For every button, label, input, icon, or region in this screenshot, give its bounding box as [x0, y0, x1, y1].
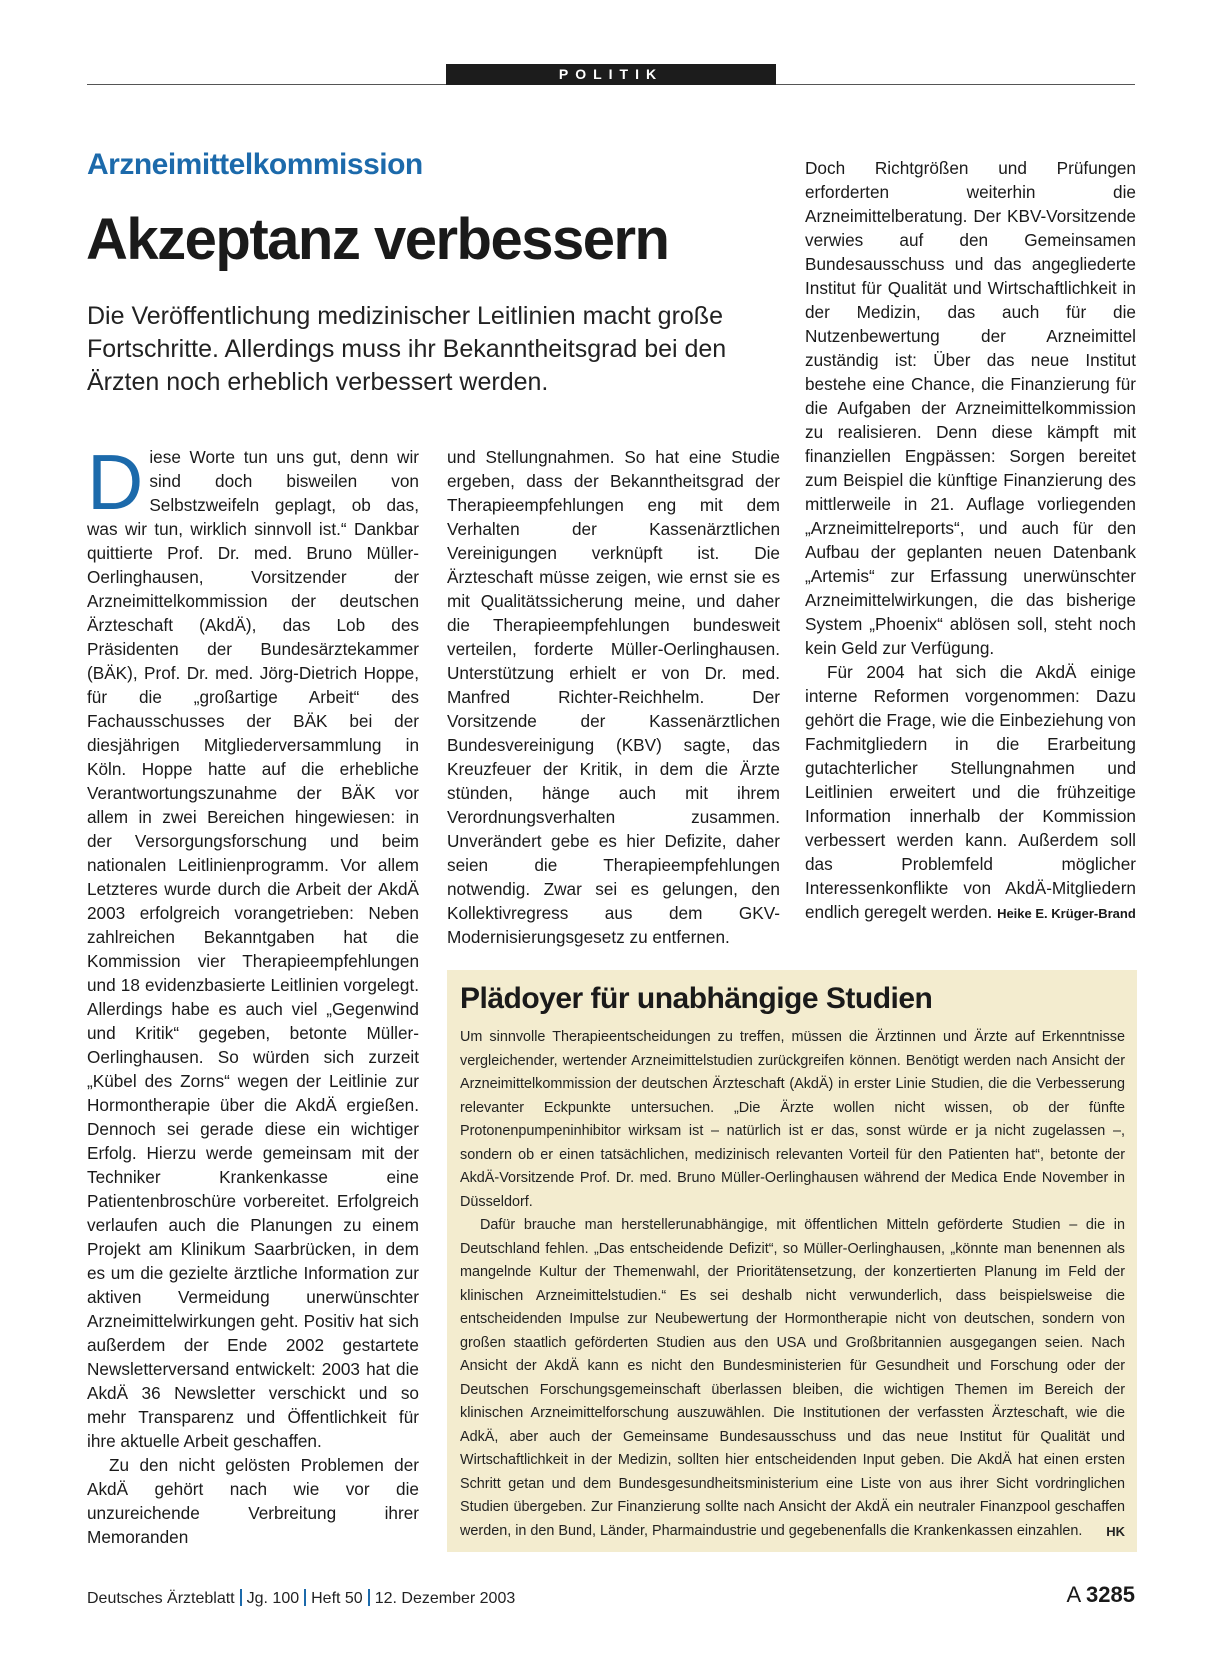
paragraph-text: Dafür brauche man herstellerunabhängige, mit öffentlichen Mitteln geförderte Studien – die in Deutschland fehlen. „Das entscheidende Defizit“, so Müller-Oerlinghausen, „könnte man benennen als mangelnde Kultur der Themenwahl, der Prioritätensetzung, der konzertierten Planung im Feld der klinischen Arzneimittelstudien.“ Es sei deshalb nicht verwunderlich, dass beispielsweise die entscheidenden Impulse zur Neubewertung der Hormontherapie nicht von deutschen, sondern von großen staatlich geförderten Studien aus den USA und Großbritannien ausgegangen seien. Nach Ansicht der AkdÄ kann es nicht den Bundesministerien für Gesundheit und Forschung oder der Deutschen Forschungsgemeinschaft überlassen bleiben, die wichtigen Themen im Bereich der klinischen Arzneimittelforschung auszuwählen. Die Institutionen der verfassten Ärzteschaft, wie die AdkÄ, aber auch der Gemeinsame Bundesausschuss und das neue Institut für Qualität und Wirtschaftlichkeit in der Medizin, sollten hier entscheidenden Input geben. Die AkdÄ hat einen ersten Schritt getan und dem Bundesgesundheitsministerium eine Liste von aus ihrer Sicht vordringlichen Studien übergeben. Zur Finanzierung sollte nach Ansicht der AkdÄ ein neutraler Finanzpool geschaffen werden, in den Bund, Länder, Pharmaindustrie und gegebenenfalls die Krankenkassen einzahlen.: [460, 1217, 1125, 1539]
volume: Jg. 100: [246, 1590, 300, 1607]
article-paragraph: Zu den nicht gelösten Problemen der AkdÄ gehört nach wie vor die unzureichende Verbreitung ihrer Memoranden: [87, 1455, 419, 1547]
article-lead: Die Veröffentlichung medizinischer Leitlinien macht große Fortschritte. Allerdings muss ihr Bekanntheitsgrad bei den Ärzten noch erheblich verbessert werden.: [87, 302, 727, 396]
article-kicker: Arzneimittelkommission: [87, 148, 423, 181]
sidebar-box: [447, 970, 1137, 1552]
page-number-value: 3285: [1086, 1582, 1135, 1607]
article-byline: Heike E. Krüger-Brand: [997, 906, 1136, 921]
journal-name: Deutsches Ärzteblatt: [87, 1590, 235, 1607]
article-paragraph: Doch Richtgrößen und Prüfungen erforderten weiterhin die Arzneimittelberatung. Der KBV-Vorsitzende verwies auf den Gemeinsamen Bundesausschuss und das angegliederte Institut für Qualität und Wirtschaftlichkeit in der Medizin, das auch für die Nutzenbewertung der Arzneimittel zuständig ist: Über das neue Institut bestehe eine Chance, die Finanzierung für die Aufgaben der Arzneimittelkommission zu realisieren. Denn diese kämpft mit finanziellen Engpässen: Sorgen bereitet zum Beispiel die künftige Finanzierung des mittlerweile in 21. Auflage vorliegenden „Arzneimittelreports“, und auch für den Aufbau der geplanten neuen Datenbank „Artemis“ zur Erfassung unerwünschter Arzneimittelwirkungen, die das bisherige System „Phoenix“ ablösen soll, steht noch kein Geld zur Verfügung.: [805, 158, 1136, 658]
box-title: Plädoyer für unabhängige Studien: [460, 982, 933, 1015]
paragraph-text: iese Worte tun uns gut, denn wir sind doch bisweilen von Selbstzweifeln geplagt, ob das, was wir tun, wirklich sinnvoll ist.“ Dankbar quittierte Prof. Dr. med. Bruno Müller-Oerlinghausen, Vorsitzender der Arzneimittelkommission der deutschen Ärzteschaft (AkdÄ), das Lob des Präsidenten der Bundesärztekammer (BÄK), Prof. Dr. med. Jörg-Dietrich Hoppe, für die „großartige Arbeit“ des Fachausschusses der BÄK bei der diesjährigen Mitgliederversammlung in Köln. Hoppe hatte auf die erhebliche Verantwortungszunahme der BÄK vor allem in zwei Bereichen hingewiesen: in der Versorgungsforschung und beim nationalen Leitlinienprogramm. Vor allem Letzteres wurde durch die Arbeit der AkdÄ 2003 erfolgreich vorangetrieben: Neben zahlreichen Bekanntgaben hat die Kommission vier Therapieempfehlungen und 18 evidenzbasierte Leitlinien vorgelegt. Allerdings habe es auch viel „Gegenwind und Kritik“ gegeben, betonte Müller-Oerlinghausen. So würden sich zurzeit „Kübel des Zorns“ wegen der Leitlinie zur Hormontherapie über die AkdÄ ergießen. Dennoch sei gerade diese ein wichtiger Erfolg. Hierzu werde gemeinsam mit der Techniker Krankenkasse eine Patientenbroschüre vorbereitet. Erfolgreich verlaufen auch die Planungen zu einem Projekt am Klinikum Saarbrücken, in dem es um die gezielte ärztliche Information zur aktiven Vermeidung unerwünschter Arzneimittelwirkungen geht. Positiv hat sich außerdem der Ende 2002 gestartete Newsletterversand entwickelt: 2003 hat die AkdÄ 36 Newsletter verschickt und so mehr Transparenz und Öffentlichkeit für ihre aktuelle Arbeit geschaffen.: [87, 447, 419, 1451]
article-column-1: [87, 438, 419, 1547]
dropcap: D: [87, 438, 144, 526]
article-paragraph: und Stellungnahmen. So hat eine Studie ergeben, dass der Bekanntheitsgrad der Therapieempfehlungen eng mit dem Verhalten der Kassenärztlichen Vereinigungen verknüpft ist. Die Ärzteschaft müsse zeigen, wie ernst sie es mit Qualitätssicherung meine, und daher die Therapieempfehlungen bundesweit verteilen, forderte Müller-Oerlinghausen. Unterstützung erhielt er von Dr. med. Manfred Richter-Reichhelm. Der Vorsitzende der Kassenärztlichen Bundesvereinigung (KBV) sagte, das Kreuzfeuer der Kritik, in dem die Ärzte stünden, hänge auch mit ihrem Verordnungsverhalten zusammen. Unverändert gebe es hier Defizite, daher seien die Therapieempfehlungen notwendig. Zwar sei es gelungen, den Kollektivregress aus dem GKV-Modernisierungsgesetz zu entfernen.: [447, 447, 780, 947]
separator: [240, 1589, 242, 1606]
article-column-2: [447, 445, 780, 947]
page-number: [1066, 1582, 1135, 1608]
page-prefix: A: [1066, 1582, 1080, 1607]
section-label: POLITIK: [446, 64, 776, 85]
issue: Heft 50: [311, 1590, 363, 1607]
page-footer: [87, 1589, 515, 1608]
separator: [368, 1589, 370, 1606]
box-paragraph: Um sinnvolle Therapieentscheidungen zu treffen, müssen die Ärztinnen und Ärzte auf Erkenntnisse vergleichender, wertender Arzneimittelstudien zurückgreifen können. Benötigt werden nach Ansicht der Arzneimittelkommission der deutschen Ärzteschaft (AkdÄ) in erster Linie Studien, die die Verbesserung relevanter Eckpunkte untersuchen. „Die Ärzte wollen nicht wissen, ob der fünfte Protonenpumpeninhibitor wirksam ist – natürlich ist er das, sonst würde er ja nicht zugelassen –, sondern ob er einen tatsächlichen, medizinisch relevanten Vorteil für den Patienten hat“, betonte der AkdÄ-Vorsitzende Prof. Dr. med. Bruno Müller-Oerlinghausen während der Medica Ende November in Düsseldorf.: [460, 1029, 1125, 1210]
separator: [304, 1589, 306, 1606]
box-paragraph: [460, 1214, 1125, 1543]
article-column-3: [805, 156, 1136, 936]
article-paragraph: [805, 660, 1136, 926]
box-signature: HK: [1106, 1523, 1125, 1539]
article-paragraph: [87, 438, 419, 1453]
paragraph-text: Für 2004 hat sich die AkdÄ einige interne Reformen vorgenommen: Dazu gehört die Frage, wie die Einbeziehung von Fachmitgliedern in die Erarbeitung gutachterlicher Stellungnahmen und Leitlinien erweitert und die frühzeitige Information innerhalb der Kommission verbessert werden kann. Außerdem soll das Problemfeld möglicher Interessenkonflikte von AkdÄ-Mitgliedern endlich geregelt werden.: [805, 662, 1136, 922]
issue-date: 12. Dezember 2003: [374, 1590, 516, 1607]
box-body: [460, 1026, 1125, 1543]
article-headline: Akzeptanz verbessern: [86, 207, 669, 272]
